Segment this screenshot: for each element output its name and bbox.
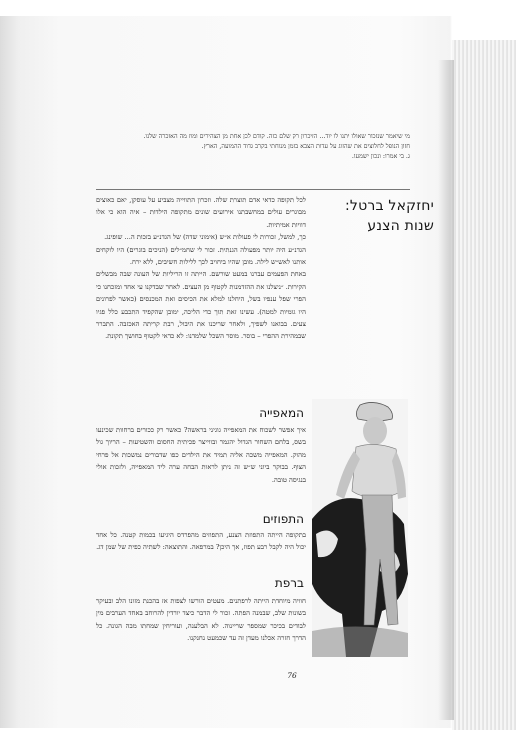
paragraph: כך, למשל, זכורות לי פעולות א״ש (אימוני שדה) של הגדנ״ע בזכות ה... שופינג. [104, 233, 306, 242]
paragraph: בתקופה הייתה התפוזת הצנע, התפוזים מהפרדס היגיעו בכמות קטנה. כל אחד יכול היה לקבל רבע תפוז, אך היכן? במרפאה. והתוצאה: לשתיה כפית של שמן דג. [96, 531, 306, 552]
page-number: 76 [287, 671, 297, 680]
footnote-block [96, 132, 410, 162]
paragraph: לכל תקופה כדאי אדם תוצרת שלה. וזכרון התווייה מצביע על עוסקן, יאם כאוצים מבוגרים עולים במחשבתנו אירועים שונים מתקופה הילדות – איה הוא כי אלו דוויות אמיתיות. [96, 196, 306, 229]
paragraph: באחת הפעמים עברנו במעט שורשם. הייתה זו הריליות של העונה שבה מבשלים הקירות. ״ניצלנו את ההזדמנות לקטוף מן העצים. לאחר שבדקנו עי אחד ומזכחנו כי הפרי שפל ענפיו בשל, היחלנו למלא את הכיסים ואת המכנסים (כאשר לפרונים היו גומיות למטה). עשינו זאת תוך כדי הליכה, ימובן שהקפיד התכבע כלל פגיו צעים. בבואנו לשפיך, ולאחר שריכנו את היבול, רבת קריתה האכזבה. התברר שבמהירת ההפרי – בוסר. מוסר השכל שלמדנו: לא כדאי לקטוף בחושך תקונת. [96, 270, 306, 341]
footnote-line: חזון הנופל לחלוצים את שהזוג על עדות הצבא בזמן מנוחתי בקרב גדוד ההמועה, הארץ. [201, 143, 410, 150]
intro-text [96, 194, 306, 343]
section-heading-cowshed: ברפת [274, 576, 304, 590]
paragraph: הגדנ״ע היה יותר מפעולה הגנתית. זכור לי שחמ״לים (הניכים בוגרים) היו לוקחים אותנו לאש״ש לילה. מובן שהיו ביחויב לכך ללילות חשיבים, ללא ירח. [96, 245, 306, 267]
section-heading-oranges: התפוזים [262, 512, 304, 526]
section-heading-bakery: המאפייה [259, 406, 304, 420]
divider-rule [96, 189, 410, 190]
section-text-oranges [96, 529, 306, 554]
spine-shadow [438, 60, 454, 720]
footnote-line: מי שיאמר שנזכור שאולו יתנו לו יוד... הזיכרון רק שלם כזה. קודם לכן אחת מן הצהירים ומוז מה האזכרה שלנו. [143, 133, 410, 140]
boy-with-calf-photo [312, 399, 408, 657]
title-author: יחזקאל ברטל: [345, 198, 434, 214]
article-title [314, 196, 434, 236]
photo-image [312, 399, 408, 657]
section-text-cowshed [96, 595, 306, 645]
book-page-edges [452, 40, 516, 730]
section-text-bakery [96, 424, 306, 486]
footnote-line: ג. בי אמרו: ונכון ישמעו. [351, 153, 410, 160]
top-margin [0, 0, 516, 16]
paragraph: חוויה מיוחדת הייתה לרפתנים. מעטים הורשו לצפות אז בהכנת מזונו הלב ובעיקר בשונות שלב, שבמנה הפתה. זכור לי הדבר כיצד יורדין להרוחב באחד הערבים מין לבודים בכיכר שמספר שריינוה. לא הבלענה, ועוריחין שמחתו מבה הגונה. כל הדרך חזרה אכלנו מעדן זה עד שכמעט נחנקנו. [96, 597, 306, 643]
title-subject: שנות הצנע [367, 218, 434, 234]
paragraph: איך אפשר לשכוח את המאפייה גוגיני בראשה? כאשר רק ככורים ברחוות שכינעו בשס, בלחם השחור הגדול יהגמר ובווייצר פכיתית החסום והשטיעות – הריוך גול מהוק. המאפייה משכה אליה תמיד את הילדים כפו שדבורים נמשכות אל פרחי הצוף. בבוקר ביוני ש״ש זה ניתן לראות הבחה ערה ליד המאפייה, ולזכות אולי בנגיסה טובה. [96, 426, 306, 484]
